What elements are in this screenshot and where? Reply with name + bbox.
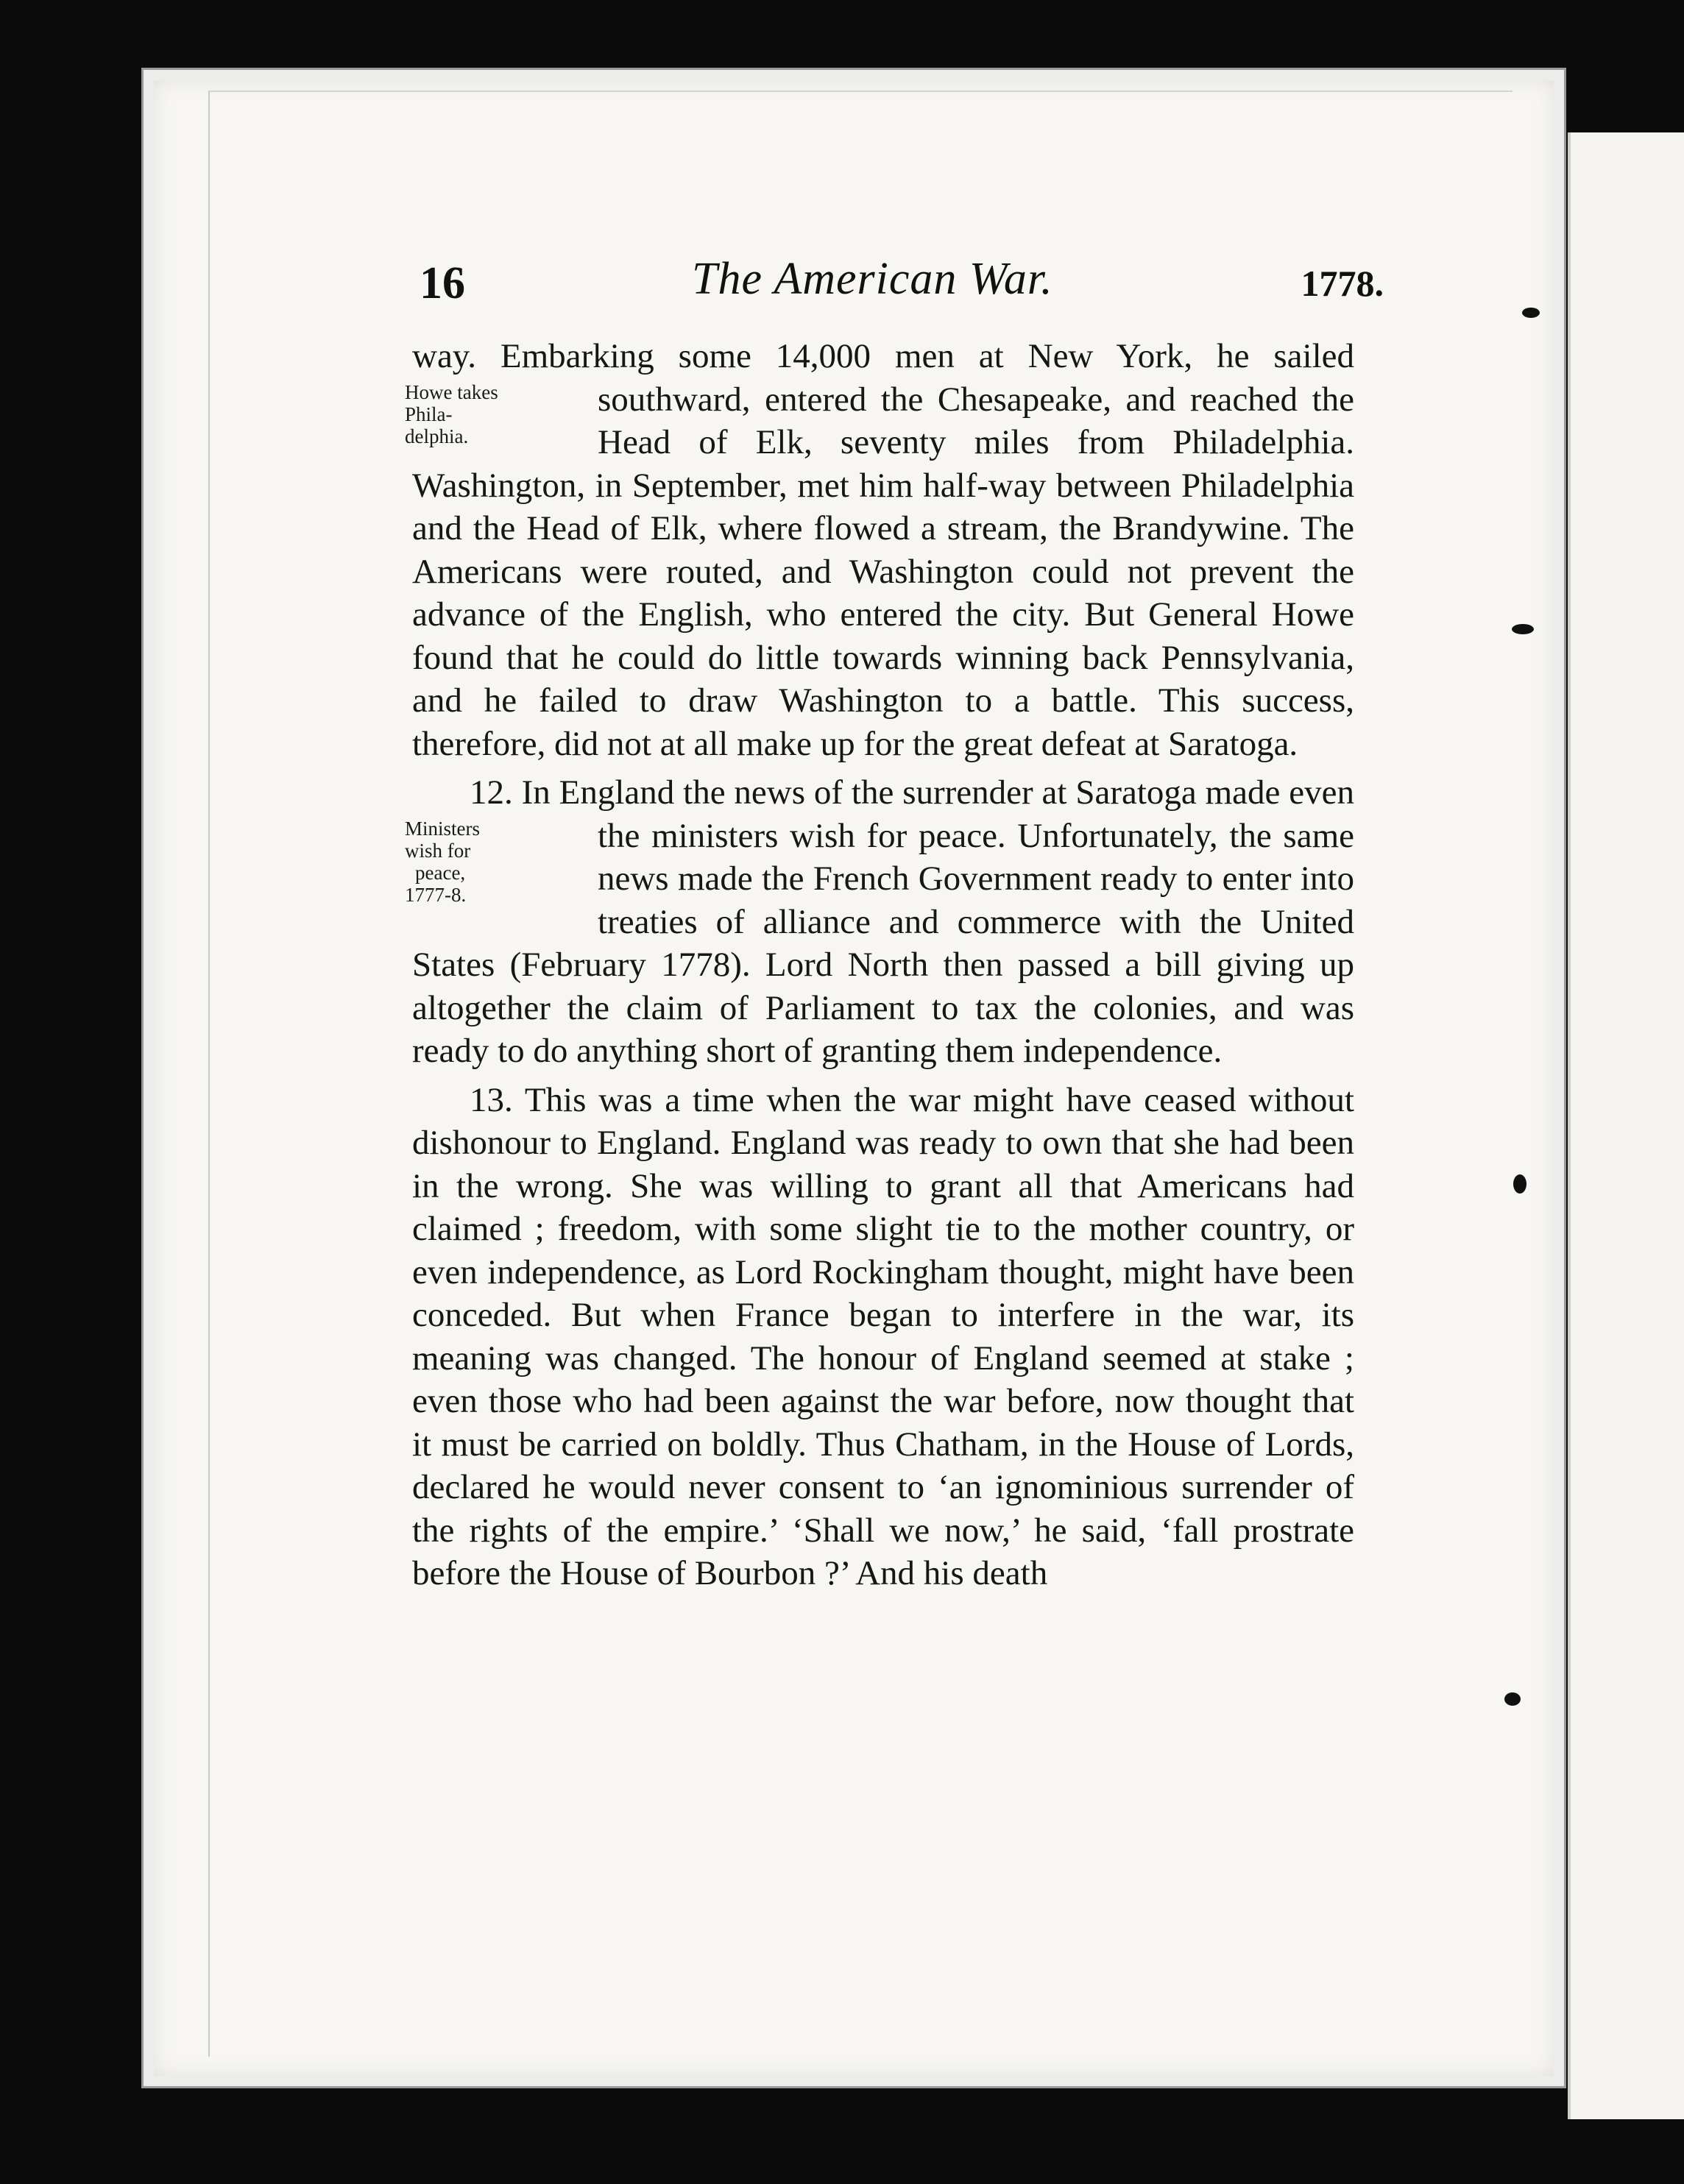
- margin-mark: [1504, 1692, 1521, 1706]
- margin-mark: [1512, 624, 1534, 634]
- paragraph-11: [405, 335, 1354, 765]
- sidenote-line: Ministers: [405, 817, 481, 840]
- page-number: 16: [420, 258, 465, 308]
- header-year: 1778.: [1301, 263, 1384, 304]
- sidenote-line: peace,: [415, 861, 466, 884]
- paragraph-13: 13. This was a time when the war might have ceased without dishonour to England. England was ready to own that she had been in the wrong. She was willing to grant all that Americans had claimed ; freedom, with some slight tie to the mother country, or even independence, as Lord Rockingham thought, might have been conceded. But when France began to interfere in the war, its meaning was changed. The honour of England seemed at stake ; even those who had been against the war before, now thought that it must be carried on boldly. Thus Chatham, in the House of Lords, declared he would never consent to ‘an ignominious surrender of the rights of the empire.’ ‘Shall we now,’ he said, ‘fall prostrate before the House of Bourbon ?’ And his death: [412, 1080, 1354, 1592]
- facing-page-edge: [1568, 132, 1684, 2119]
- sidenote-ministers: [405, 818, 581, 906]
- paragraph-text: way. Embarking some 14,000 men at New York, he sailed southward, entered the Chesapeake, and reached: [412, 337, 1354, 419]
- running-header: [420, 254, 1384, 324]
- paragraph-text: the Head of Elk, seventy miles from Philadelphia. Washington, in September, met him half-way between Philadelphia and the Head of Elk, where flowed a stream, the Brandywine. The Americans were routed, and Washington could not prevent the advance of the English, who entered the city. But General Howe found that he could do little towards winning back Pennsylvania, and he failed to draw Washington to a battle. This success, therefore, did not at all make up for the great defeat at Saratoga.: [412, 380, 1354, 763]
- paragraph-12: [405, 771, 1354, 1073]
- sidenote-line: Phila-: [405, 403, 453, 425]
- margin-mark: [1513, 1174, 1526, 1194]
- sidenote-howe: [405, 381, 581, 447]
- sidenote-line: Howe takes: [405, 380, 498, 403]
- margin-mark: [1522, 308, 1540, 318]
- body-text: [405, 335, 1354, 1595]
- sidenote-line: wish for: [405, 839, 471, 862]
- paragraph-text: the same news made the French Government ready to enter into treaties of alliance and commerce with the United States (February 1778). Lord North then passed a bill giving up altogether the claim of Parliament to tax the colonies, and was ready to do anything short of granting them independence.: [412, 816, 1354, 1070]
- sidenote-line: 1777-8.: [405, 883, 467, 906]
- sidenote-line: delphia.: [405, 425, 469, 447]
- running-title: The American War.: [692, 254, 1053, 304]
- paragraph-text: 12. In England the news of the surrender at Saratoga made even the ministers wish for peace. Unfortunately,: [470, 773, 1354, 855]
